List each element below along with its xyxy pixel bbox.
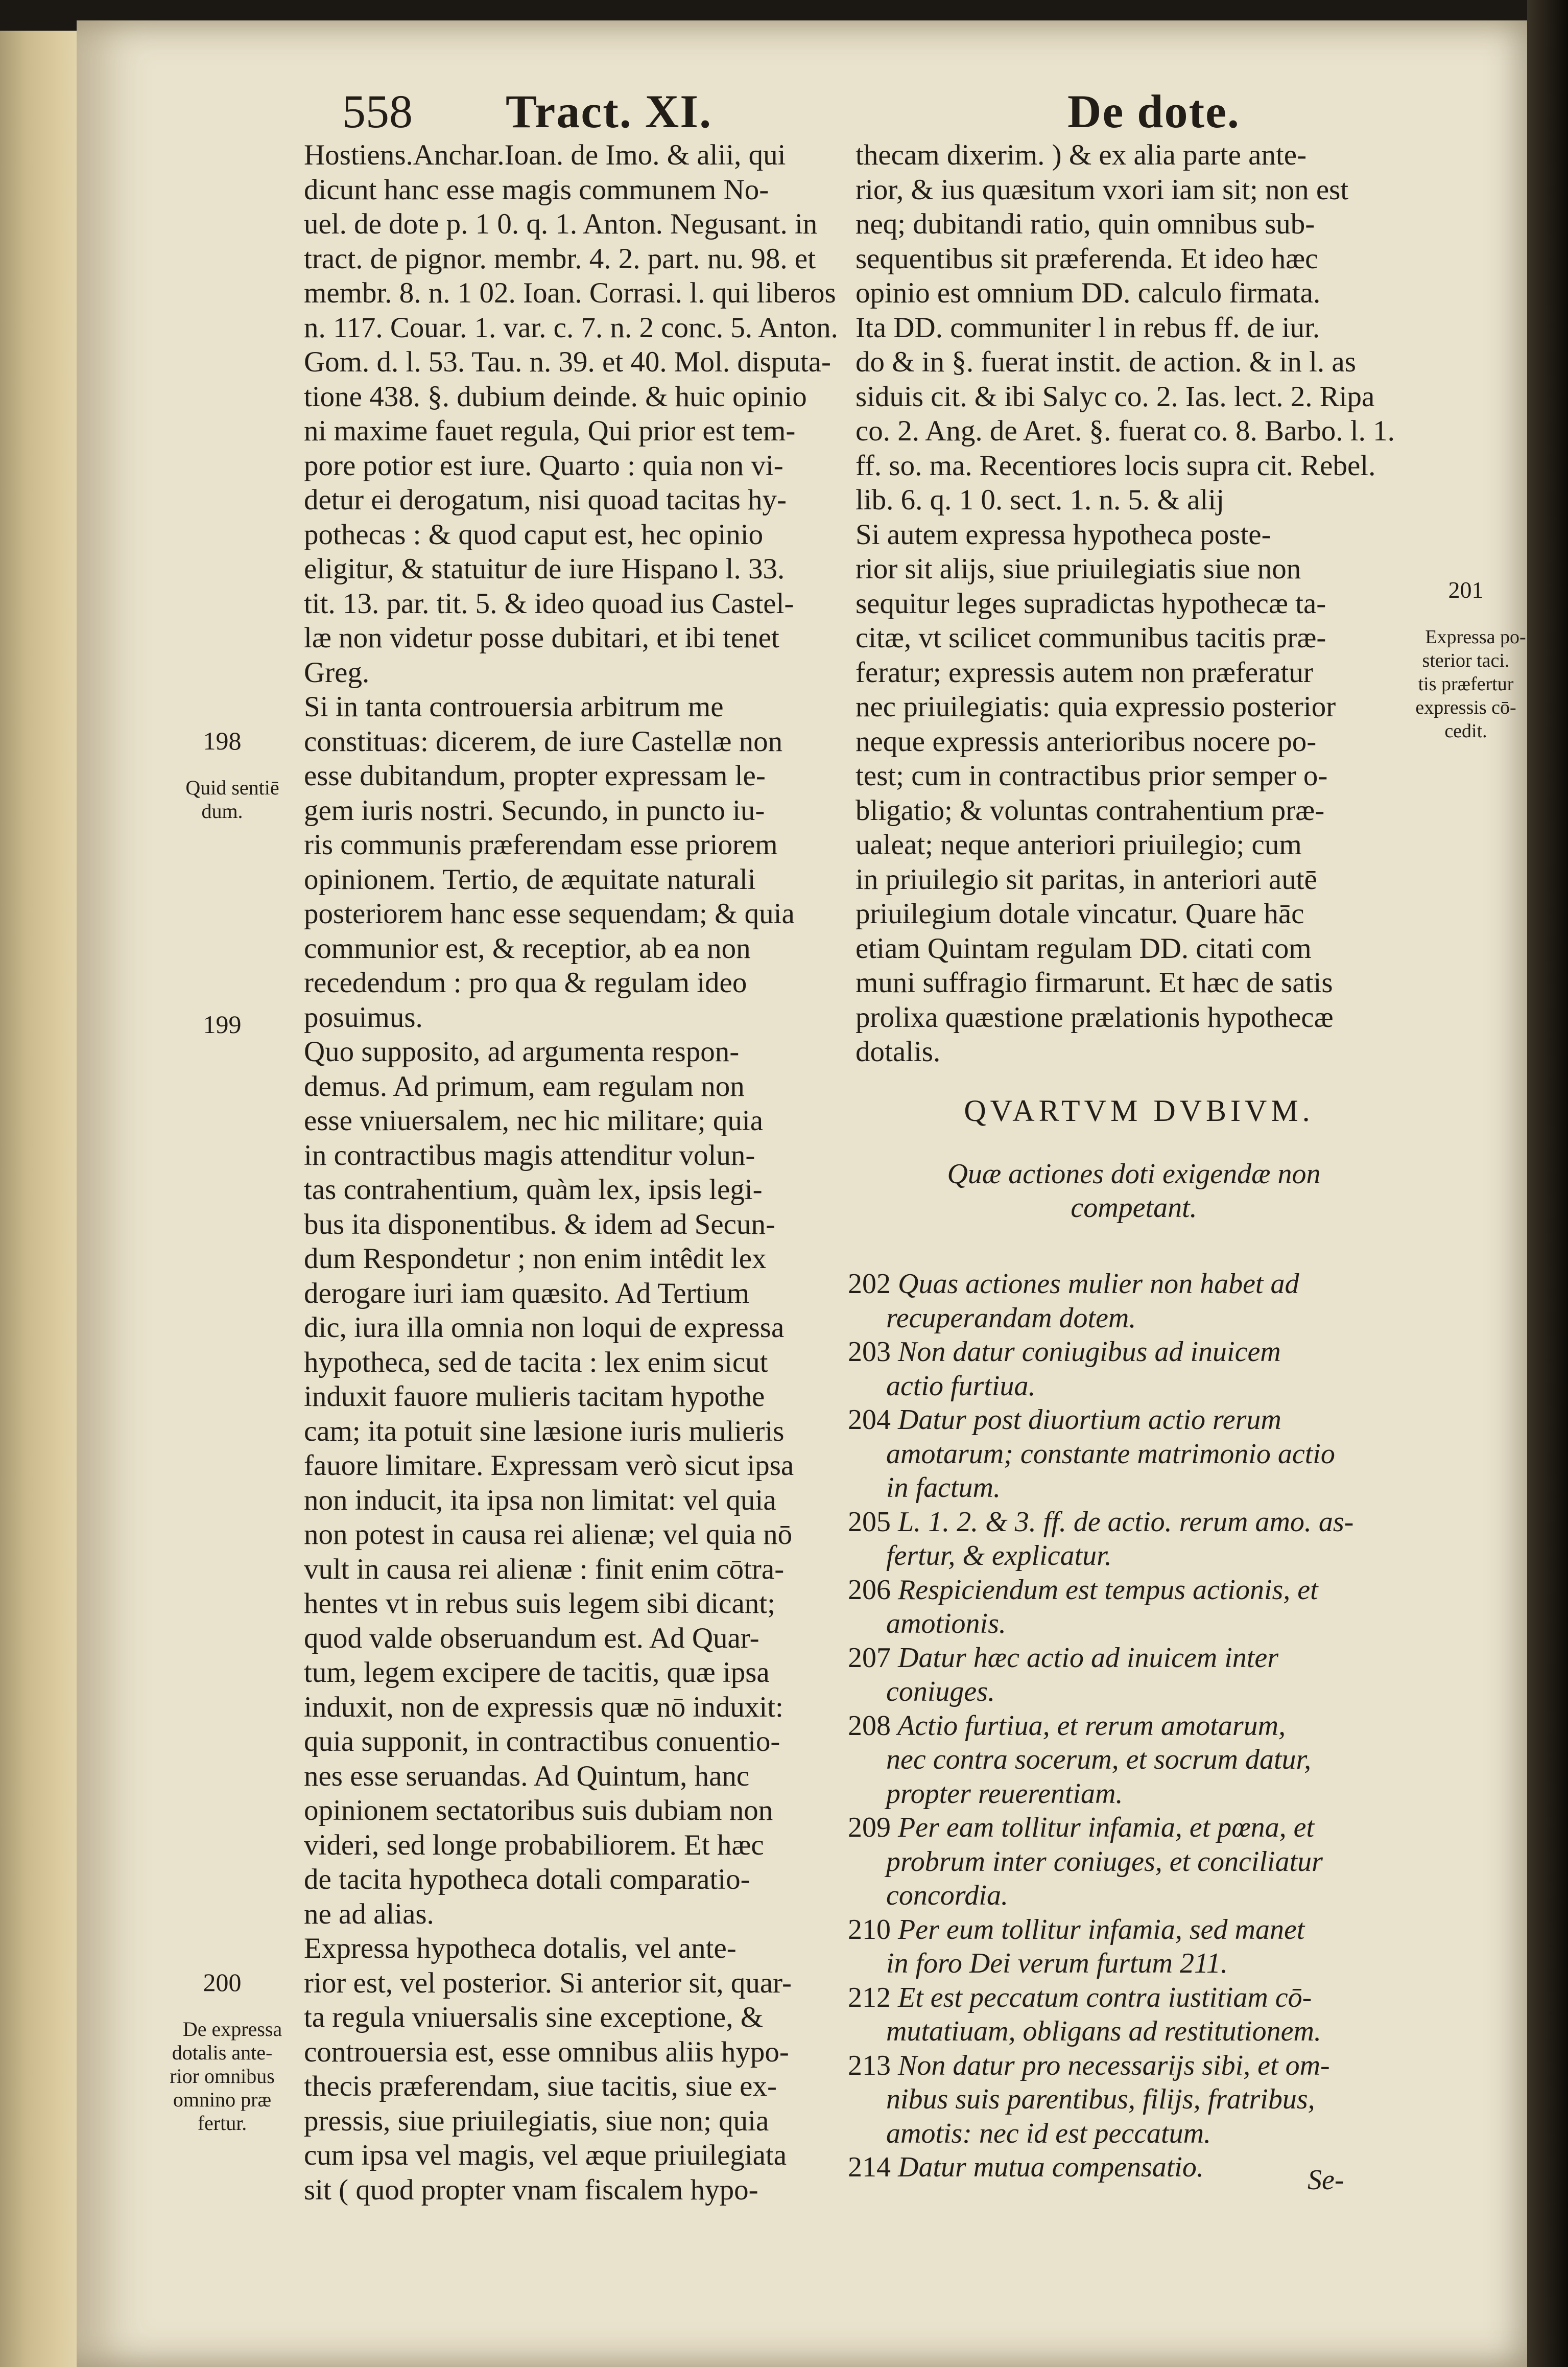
summary-item-number: 213 — [848, 2049, 891, 2081]
running-head-left: Tract. XI. — [506, 85, 712, 137]
summary-item — [848, 1913, 1410, 1947]
summary-item-continuation: propter reuerentiam. — [886, 1777, 1123, 1810]
text-line: opinionem. Tertio, de æquitate naturali — [304, 863, 756, 896]
text-line: sequitur leges supradictas hypothecæ ta- — [856, 587, 1326, 620]
text-line: dicunt hanc esse magis communem No- — [304, 173, 769, 206]
summary-item-continuation: amotarum; constante matrimonio actio — [886, 1438, 1335, 1470]
margin-note-198 — [148, 682, 296, 847]
summary-item-text: Per eum tollitur infamia, sed manet — [898, 1913, 1305, 1946]
text-line: sit ( quod propter vnam fiscalem hypo- — [304, 2173, 758, 2206]
text-line: co. 2. Ang. de Aret. §. fuerat co. 8. Barbo. l. 1. — [856, 415, 1395, 447]
summary-item — [848, 2049, 1410, 2083]
summary-item-continuation: amotionis. — [886, 1608, 1006, 1639]
text-line: bus ita disponentibus. & idem ad Secun- — [304, 1208, 775, 1240]
summary-list — [848, 1267, 1410, 2185]
summary-item — [848, 1267, 1410, 1301]
summary-item-continuation: concordia. — [886, 1880, 1008, 1911]
summary-item-text: Datur post diuortium actio rerum — [898, 1404, 1281, 1436]
summary-item-number: 214 — [848, 2151, 891, 2183]
text-line: test; cum in contractibus prior semper o- — [856, 760, 1328, 792]
text-line: ne ad alias. — [304, 1897, 434, 1930]
summary-item-continuation: amotis: nec id est peccatum. — [886, 2117, 1211, 2149]
margin-note-number: 200 — [203, 1968, 242, 1997]
text-line: dum Respondetur ; non enim intêdit lex — [304, 1243, 767, 1275]
text-line: Gom. d. l. 53. Tau. n. 39. et 40. Mol. disputa- — [304, 346, 831, 378]
text-line: fauore limitare. Expressam verò sicut ipsa — [304, 1449, 794, 1482]
text-line: priuilegium dotale vincatur. Quare hāc — [856, 898, 1304, 930]
text-line: Quæ actiones doti exigendæ non — [947, 1158, 1321, 1190]
text-line: posuimus. — [304, 1001, 423, 1034]
text-line: eligitur, & statuitur de iure Hispano l. 33. — [304, 553, 785, 585]
summary-item-number: 208 — [848, 1709, 891, 1742]
summary-item — [848, 1335, 1410, 1369]
summary-item-text: Datur mutua compensatio. — [898, 2151, 1204, 2183]
text-line: rior est, vel posterior. Si anterior sit, quar- — [304, 1966, 792, 1999]
page-edges — [0, 31, 87, 2367]
margin-note-text: Expressa po- sterior taci. tis præfertur expressis cō- cedit. — [1415, 626, 1526, 742]
page-number: 558 — [342, 85, 413, 137]
text-line: derogare iuri iam quæsito. Ad Tertium — [304, 1277, 749, 1309]
text-line: Greg. — [304, 656, 370, 689]
text-line: videri, sed longe probabiliorem. Et hæc — [304, 1829, 764, 1861]
text-line: prolixa quæstione prælationis hypothecæ — [856, 1001, 1334, 1034]
text-line: pore potior est iure. Quarto : quia non vi- — [304, 449, 783, 482]
margin-note-201 — [1402, 531, 1530, 766]
summary-item-continuation: probrum inter coniuges, et conciliatur — [886, 1845, 1323, 1878]
text-line: thecis præferendam, siue tacitis, siue ex- — [304, 2070, 777, 2102]
summary-item — [848, 1709, 1410, 1743]
text-line: tione 438. §. dubium deinde. & huic opinio — [304, 380, 807, 413]
text-line: Ita DD. communiter l in rebus ff. de iur. — [856, 311, 1320, 344]
text-line: siduis cit. & ibi Salyc co. 2. Ias. lect. 2. Ripa — [856, 380, 1375, 413]
binding-shadow — [1527, 0, 1568, 2367]
summary-item-text: Respiciendum est tempus actionis, et — [898, 1574, 1318, 1606]
summary-item-number: 205 — [848, 1506, 891, 1538]
summary-item — [848, 1811, 1410, 1845]
text-line: tit. 13. par. tit. 5. & ideo quoad ius Castel- — [304, 587, 794, 620]
text-line: hypotheca, sed de tacita : lex enim sicut — [304, 1346, 768, 1378]
text-line: lib. 6. q. 1 0. sect. 1. n. 5. & alij — [856, 484, 1224, 516]
text-line: do & in §. fuerat instit. de action. & in l. as — [856, 346, 1356, 378]
text-line: competant. — [1071, 1192, 1197, 1224]
summary-item-continuation: nec contra socerum, et socrum datur, — [886, 1744, 1312, 1775]
text-line: induxit, non de expressis quæ nō induxit: — [304, 1691, 783, 1723]
text-line: sequentibus sit præferenda. Et ideo hæc — [856, 242, 1318, 275]
text-line: feratur; expressis autem non præferatur — [856, 656, 1313, 689]
section-subheading — [878, 1157, 1389, 1225]
summary-item-number: 210 — [848, 1913, 891, 1946]
summary-item — [848, 1573, 1410, 1607]
right-column-text — [856, 138, 1397, 1185]
text-line: neq; dubitandi ratio, quin omnibus sub- — [856, 208, 1315, 240]
text-line: rior sit alijs, siue priuilegiatis siue non — [856, 553, 1301, 585]
text-line: tas contrahentium, quàm lex, ipsis legi- — [304, 1174, 763, 1206]
text-line: ualeat; neque anteriori priuilegio; cum — [856, 829, 1302, 861]
summary-item — [848, 1403, 1410, 1437]
text-line: ta regula vniuersalis sine exceptione, & — [304, 2001, 764, 2033]
margin-note-number: 201 — [1448, 577, 1484, 603]
text-line: esse dubitandum, propter expressam le- — [304, 760, 766, 792]
summary-item-text: Non datur pro necessarijs sibi, et om- — [898, 2049, 1330, 2081]
summary-item-text: Non datur coniugibus ad inuicem — [898, 1336, 1281, 1368]
text-line: demus. Ad primum, eam regulam non — [304, 1070, 745, 1103]
text-line: muni suffragio firmarunt. Et hæc de satis — [856, 967, 1333, 999]
text-line: n. 117. Couar. 1. var. c. 7. n. 2 conc. 5. Anton. — [304, 311, 838, 344]
text-line: opinio est omnium DD. calculo firmata. — [856, 277, 1321, 309]
summary-item-continuation: coniuges. — [886, 1676, 995, 1707]
left-column-text — [304, 138, 840, 2206]
text-line: citæ, vt scilicet communibus tacitis præ- — [856, 622, 1326, 654]
summary-item-continuation: in factum. — [886, 1472, 1001, 1504]
text-line: ni maxime fauet regula, Qui prior est tem- — [304, 415, 796, 447]
text-line: Quo supposito, ad argumenta respon- — [304, 1036, 740, 1068]
text-line: nec priuilegiatis: quia expressio posterior — [856, 691, 1336, 723]
text-line: opinionem sectatoribus suis dubiam non — [304, 1794, 773, 1826]
summary-item-number: 204 — [848, 1404, 891, 1436]
text-line: bligatio; & voluntas contrahentium præ- — [856, 794, 1325, 827]
summary-item-text: Quas actiones mulier non habet ad — [898, 1268, 1299, 1300]
section-heading: QVARTVM DVBIVM. — [964, 1094, 1314, 1128]
summary-item-number: 212 — [848, 1981, 891, 2013]
text-line: læ non videtur posse dubitari, et ibi tenet — [304, 622, 779, 654]
text-line: ff. so. ma. Recentiores locis supra cit. Rebel. — [856, 449, 1376, 482]
summary-item-continuation: recuperandam dotem. — [886, 1302, 1136, 1334]
margin-note-200 — [148, 1924, 296, 2159]
text-line: tum, legem excipere de tacitis, quæ ipsa — [304, 1656, 770, 1689]
catchword: Se- — [1308, 2164, 1344, 2196]
text-line: pothecas : & quod caput est, hec opinio — [304, 518, 764, 551]
text-line: Si autem expressa hypotheca poste- — [856, 518, 1271, 551]
margin-note-number: 199 — [203, 1010, 242, 1039]
text-line: non inducit, ita ipsa non limitat: vel quia — [304, 1484, 776, 1516]
text-line: recedendum : pro qua & regulam ideo — [304, 967, 747, 999]
summary-item-continuation: fertur, & explicatur. — [886, 1540, 1112, 1572]
text-line: Expressa hypotheca dotalis, vel ante- — [304, 1932, 737, 1964]
text-line: de tacita hypotheca dotali comparatio- — [304, 1863, 750, 1895]
text-line: non potest in causa rei alienæ; vel quia nō — [304, 1518, 793, 1551]
text-line: constituas: dicerem, de iure Castellæ non — [304, 725, 783, 758]
summary-item-continuation: nibus suis parentibus, filijs, fratribus, — [886, 2083, 1315, 2115]
summary-item — [848, 1981, 1410, 2015]
margin-note-text: De expressa dotalis ante- rior omnibus omnino præ fertur. — [170, 2018, 282, 2135]
text-line: thecam dixerim. ) & ex alia parte ante- — [856, 139, 1307, 171]
text-line: etiam Quintam regulam DD. citati com — [856, 932, 1312, 965]
summary-item-text: Datur hæc actio ad inuicem inter — [898, 1642, 1279, 1674]
margin-note-text: Quid sentiē dum. — [185, 776, 279, 823]
text-line: quod valde obseruandum est. Ad Quar- — [304, 1622, 759, 1654]
text-line: Si in tanta controuersia arbitrum me — [304, 691, 724, 723]
running-head-right: De dote. — [1067, 85, 1240, 137]
summary-item-continuation: in foro Dei verum furtum 211. — [886, 1948, 1228, 1979]
text-line: nes esse seruandas. Ad Quintum, hanc — [304, 1760, 750, 1792]
margin-note-number: 198 — [203, 726, 242, 755]
summary-item — [848, 1641, 1410, 1675]
text-line: gem iuris nostri. Secundo, in puncto iu- — [304, 794, 765, 827]
text-line: pressis, siue priuilegiatis, siue non; quia — [304, 2104, 769, 2137]
text-line: posteriorem hanc esse sequendam; & quia — [304, 898, 795, 930]
text-line: in priuilegio sit paritas, in anteriori autē — [856, 863, 1317, 896]
text-line: controuersia est, esse omnibus aliis hypo- — [304, 2035, 789, 2068]
summary-item-number: 206 — [848, 1574, 891, 1606]
summary-item-number: 209 — [848, 1812, 891, 1843]
summary-item-continuation: actio furtiua. — [886, 1370, 1036, 1402]
text-line: Hostiens.Anchar.Ioan. de Imo. & alii, qui — [304, 139, 786, 171]
text-line: membr. 8. n. 1 02. Ioan. Corrasi. l. qui liberos — [304, 277, 836, 309]
text-line: rior, & ius quæsitum vxori iam sit; non est — [856, 173, 1349, 206]
text-line: cam; ita potuit sine læsione iuris mulieris — [304, 1415, 785, 1447]
text-line: quia supponit, in contractibus conuentio- — [304, 1725, 780, 1757]
summary-item-text: Per eam tollitur infamia, et pœna, et — [898, 1812, 1315, 1843]
text-line: tract. de pignor. membr. 4. 2. part. nu. 98. et — [304, 242, 816, 275]
text-line: uel. de dote p. 1 0. q. 1. Anton. Negusant. in — [304, 208, 818, 240]
summary-item-text: L. 1. 2. & 3. ff. de actio. rerum amo. as- — [898, 1506, 1354, 1538]
summary-item-number: 207 — [848, 1642, 891, 1674]
summary-item-number: 203 — [848, 1336, 891, 1368]
text-line: dotalis. — [856, 1036, 941, 1068]
text-line: hentes vt in rebus suis legem sibi dicant; — [304, 1587, 775, 1620]
text-line: ris communis præferendam esse priorem — [304, 829, 778, 861]
page-header — [332, 84, 1507, 146]
text-line: communior est, & receptior, ab ea non — [304, 932, 751, 965]
summary-item-number: 202 — [848, 1268, 891, 1300]
margin-note-199 — [148, 966, 296, 1083]
text-line: in contractibus magis attenditur volun- — [304, 1139, 755, 1171]
summary-item — [848, 1505, 1410, 1539]
text-line: induxit fauore mulieris tacitam hypothe — [304, 1380, 765, 1413]
text-line: vult in causa rei alienæ : finit enim cōtra- — [304, 1553, 785, 1585]
text-line: dic, iura illa omnia non loqui de expressa — [304, 1311, 785, 1344]
text-line: neque expressis anterioribus nocere po- — [856, 725, 1317, 758]
summary-item-text: Actio furtiua, et rerum amotarum, — [897, 1709, 1286, 1742]
summary-item-text: Et est peccatum contra iustitiam cō- — [898, 1981, 1312, 2013]
text-line: cum ipsa vel magis, vel æque priuilegiata — [304, 2139, 787, 2171]
text-line: detur ei derogatum, nisi quoad tacitas hy- — [304, 484, 787, 516]
text-line: esse vniuersalem, nec hic militare; quia — [304, 1105, 764, 1137]
summary-item-continuation: mutatiuam, obligans ad restitutionem. — [886, 2016, 1321, 2047]
